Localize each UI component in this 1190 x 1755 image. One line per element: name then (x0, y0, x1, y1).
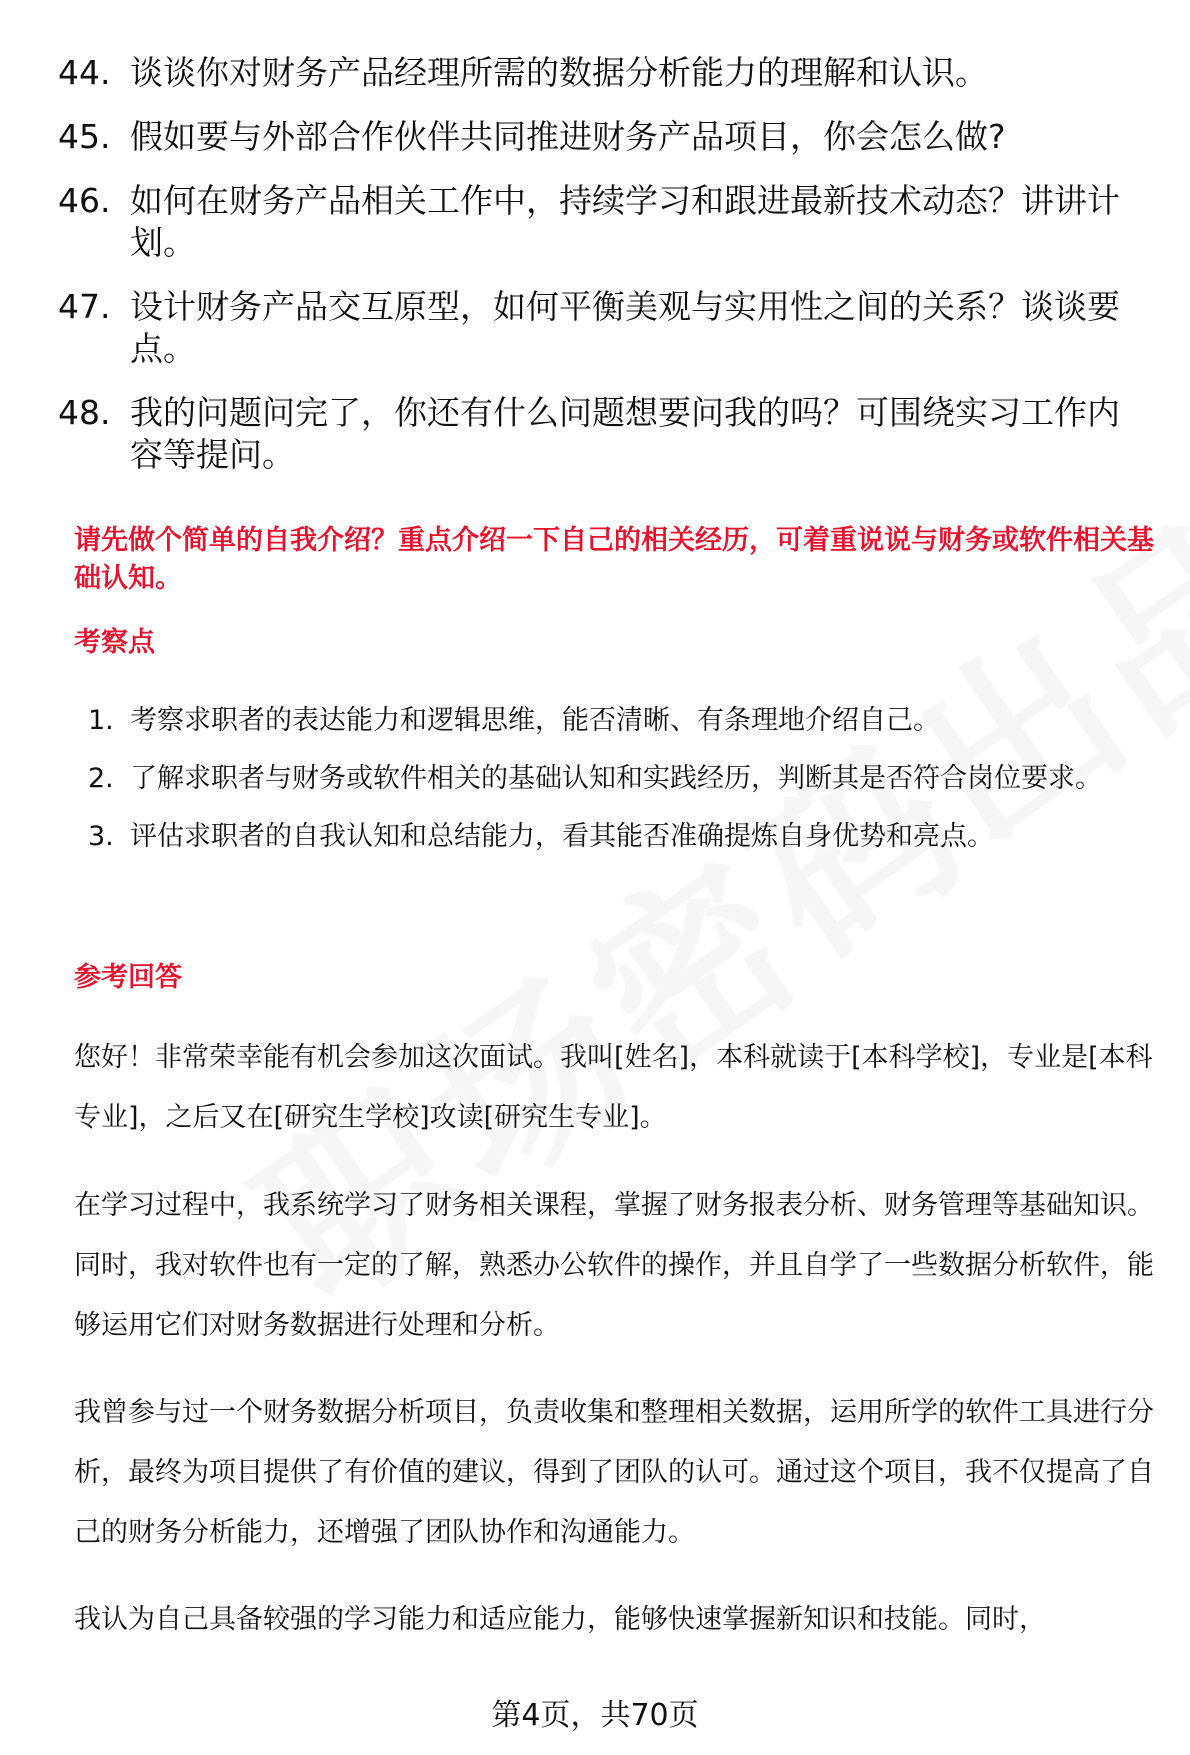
question-list (58, 52, 1148, 498)
question-text: 假如要与外部合作伙伴共同推进财务产品项目，你会怎么做? (130, 117, 1006, 156)
answer-paragraph: 我曾参与过一个财务数据分析项目，负责收集和整理相关数据，运用所学的软件工具进行分析，最终为项目提供了有价值的建议，得到了团队的认可。通过这个项目，我不仅提高了自己的财务分析能力，还增强了团队协作和沟通能力。 (74, 1397, 1154, 1548)
points-heading: 考察点 (74, 627, 155, 658)
answer-heading: 参考回答 (74, 962, 182, 993)
assessment-points-list (88, 692, 1158, 866)
question-text: 我的问题问完了，你还有什么问题想要问我的吗？可围绕实习工作内容等提问。 (130, 393, 1120, 474)
question-number: 47. (58, 287, 111, 326)
point-number: 3. (88, 821, 114, 852)
question-text: 设计财务产品交互原型，如何平衡美观与实用性之间的关系？谈谈要点。 (130, 287, 1120, 368)
question-number: 45. (58, 117, 111, 156)
list-item (88, 692, 1158, 750)
point-text: 了解求职者与财务或软件相关的基础认知和实践经历，判断其是否符合岗位要求。 (130, 763, 1102, 794)
list-item (88, 808, 1158, 866)
answer-paragraph: 您好！非常荣幸能有机会参加这次面试。我叫[姓名]，本科就读于[本科学校]，专业是[本科专业]，之后又在[研究生学校]攻读[研究生专业]。 (74, 1042, 1153, 1133)
answer-paragraph: 在学习过程中，我系统学习了财务相关课程，掌握了财务报表分析、财务管理等基础知识。同时，我对软件也有一定的了解，熟悉办公软件的操作，并且自学了一些数据分析软件，能够运用它们对财务数据进行处理和分析。 (74, 1190, 1154, 1341)
list-item (58, 52, 1148, 94)
point-number: 1. (88, 705, 114, 736)
question-text: 如何在财务产品相关工作中，持续学习和跟进最新技术动态？讲讲计划。 (130, 181, 1120, 262)
answer-paragraph: 我认为自己具备较强的学习能力和适应能力，能够快速掌握新知识和技能。同时， (74, 1604, 1046, 1635)
question-number: 44. (58, 53, 111, 92)
list-item (88, 750, 1158, 808)
question-number: 48. (58, 393, 111, 432)
point-number: 2. (88, 763, 114, 794)
point-text: 考察求职者的表达能力和逻辑思维，能否清晰、有条理地介绍自己。 (130, 705, 940, 736)
list-item (58, 392, 1148, 476)
point-text: 评估求职者的自我认知和总结能力，看其能否准确提炼自身优势和亮点。 (130, 821, 994, 852)
question-text: 谈谈你对财务产品经理所需的数据分析能力的理解和认识。 (130, 53, 988, 92)
question-number: 46. (58, 181, 111, 220)
list-item (58, 180, 1148, 264)
list-item (58, 286, 1148, 370)
section-question-title: 请先做个简单的自我介绍？重点介绍一下自己的相关经历，可着重说说与财务或软件相关基础认知。 (74, 525, 1154, 594)
page-number: 第4页，共70页 (491, 1698, 699, 1733)
list-item (58, 116, 1148, 158)
